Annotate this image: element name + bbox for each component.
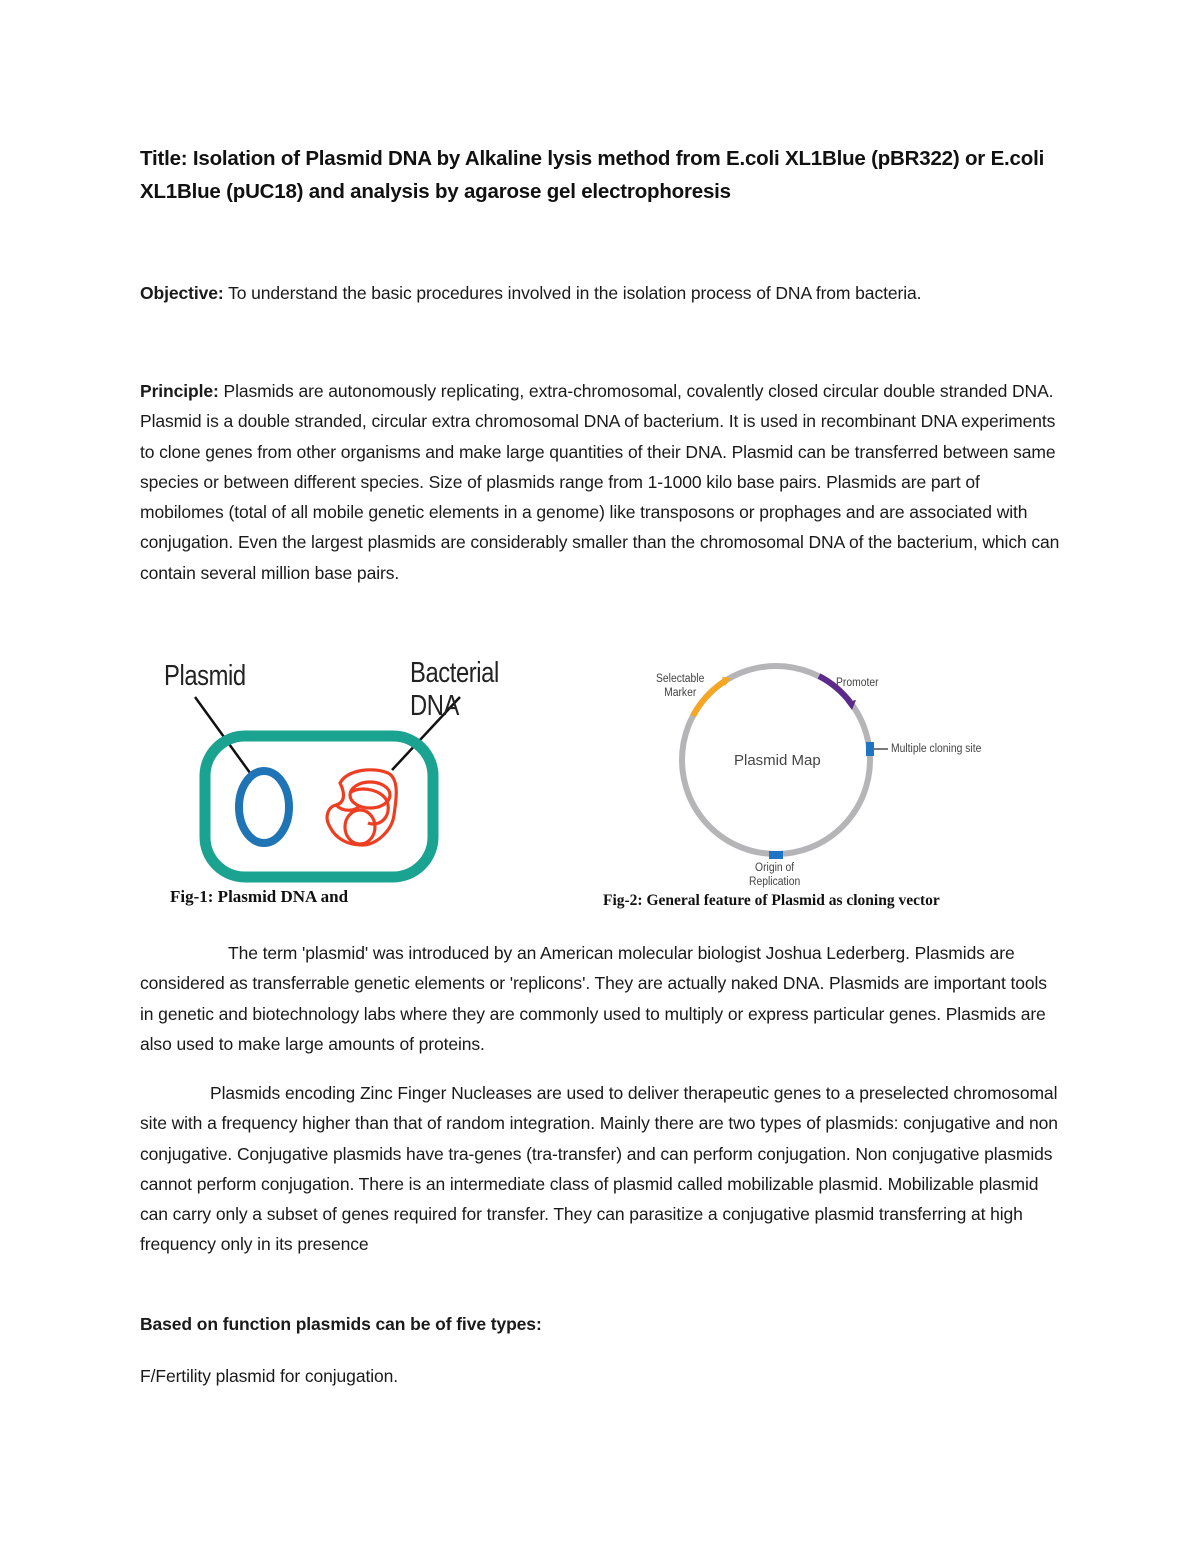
objective-paragraph <box>140 278 1065 308</box>
principle-text: Plasmids are autonomously replicating, extra-chromosomal, covalently closed circular double stranded DNA. Plasmid is a double stranded, circular extra chromosomal DNA of bacterium. It is used in recombinant DNA experiments to clone genes from other organisms and make large quantities of their DNA. Plasmid can be transferred between same species or between different species. Size of plasmids range from 1-1000 kilo base pairs. Plasmids are part of mobilomes (total of all mobile genetic elements in a genome) like transposons or prophages and are associated with conjugation. Even the largest plasmids are considerably smaller than the chromosomal DNA of the bacterium, which can contain several million base pairs. <box>140 381 1060 583</box>
objective-text: To understand the basic procedures involved in the isolation process of DNA from bacteria. <box>223 283 922 303</box>
objective-label: Objective: <box>140 283 224 303</box>
document-title: Title: Isolation of Plasmid DNA by Alkaline lysis method from E.coli XL1Blue (pBR322) or E.coli XL1Blue (pUC18) and analysis by agarose gel electrophoresis <box>140 147 1045 203</box>
figure-2-caption: Fig-2: General feature of Plasmid as cloning vector <box>603 892 940 909</box>
plasmid-label: Plasmid <box>164 660 246 692</box>
bacterial-dna-label: Bacterial DNA <box>410 657 499 722</box>
figure-1-caption: Fig-1: Plasmid DNA and <box>170 887 349 906</box>
origin-label-line2: Replication <box>749 876 801 888</box>
plasmid-types-text: Plasmids encoding Zinc Finger Nucleases are used to deliver therapeutic genes to a preselected chromosomal site with a frequency higher than that of random integration. Mainly there are two types of plasmids: conjugative and non conjugative. Conjugative plasmids have tra-genes (tra-transfer) and can perform conjugation. Non conjugative plasmids cannot perform conjugation. There is an intermediate class of plasmid called mobilizable plasmid. Mobilizable plasmid can carry only a subset of genes required for transfer. They can parasitize a conjugative plasmid transferring at high frequency only in its presence <box>140 1083 1058 1255</box>
plasmid-map-center-label: Plasmid Map <box>734 752 821 769</box>
function-types-heading: Based on function plasmids can be of five types: <box>140 1314 542 1334</box>
promoter-label: Promoter <box>836 677 879 689</box>
multiple-cloning-site-label: Multiple cloning site <box>891 743 982 755</box>
origin-label-line1: Origin of <box>755 862 795 874</box>
origin-of-replication-label <box>749 861 800 889</box>
plasmid-history-text: The term 'plasmid' was introduced by an American molecular biologist Joshua Lederberg. Plasmids are considered as transferrable genetic elements or 'replicons'. They are actually naked DNA. Plasmids are important tools in genetic and biotechnology labs where they are commonly used to multiply or express particular genes. Plasmids are also used to make large amounts of proteins. <box>140 943 1047 1054</box>
principle-label: Principle: <box>140 381 219 401</box>
fertility-plasmid-item: F/Fertility plasmid for conjugation. <box>140 1366 399 1386</box>
selectable-marker-label-line1: Selectable <box>656 673 705 685</box>
plasmid-types-paragraph <box>140 1078 1065 1260</box>
figure-2-plasmid-map <box>600 660 1020 915</box>
selectable-marker-label <box>656 672 704 700</box>
selectable-marker-label-line2: Marker <box>664 687 697 699</box>
principle-paragraph <box>140 376 1065 588</box>
plasmid-history-paragraph <box>140 938 1065 1059</box>
figure-1-plasmid-bacterial-dna <box>160 655 580 915</box>
